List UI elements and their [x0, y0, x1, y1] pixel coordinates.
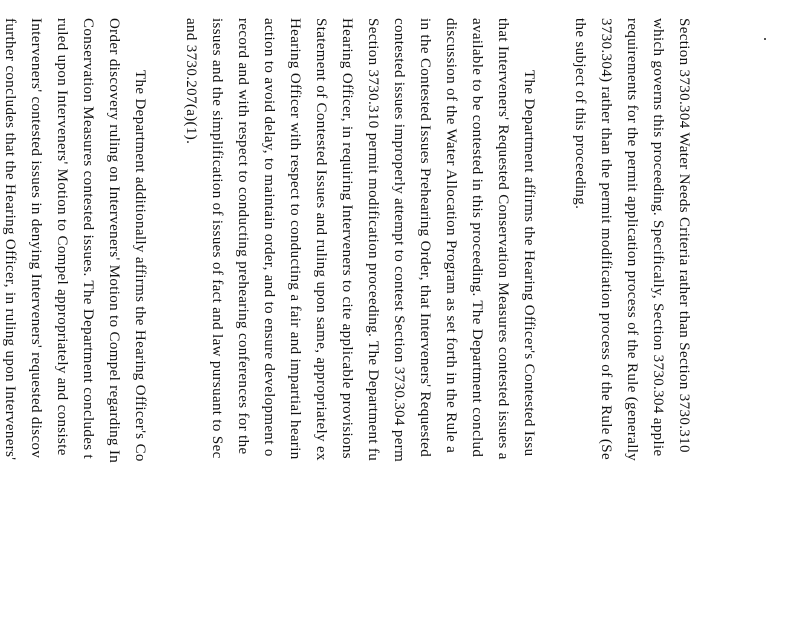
text-line: issues and the simplification of issues of fact and law pursuant to Sec [209, 18, 225, 459]
text-line: and 3730.207(a)(1). [183, 18, 199, 145]
text-line: action to avoid delay, to maintain order, and to ensure development o [261, 18, 277, 457]
text-line: in the Contested Issues Prehearing Order, that Interveners' Requested [417, 18, 433, 458]
text-line: which governs this proceeding. Specifically, Section 3730.304 applie [650, 18, 666, 457]
text-line: the subject of this proceeding. [572, 18, 588, 210]
text-line: that Interveners' Requested Conservation Measures contested issues a [495, 18, 511, 460]
scan-speck [764, 38, 766, 40]
text-line: Statement of Contested Issues and ruling upon same, appropriately ex [313, 18, 329, 461]
text-line: available to be contested in this proceeding. The Department conclud [469, 18, 485, 458]
text-line: Section 3730.310 permit modification proceeding. The Department fu [365, 18, 381, 462]
text-line: Hearing Officer with respect to conducting a fair and impartial hearin [287, 18, 303, 460]
text-line: Conservation Measures contested issues. The Department concludes t [80, 18, 96, 460]
text-line: contested issues improperly attempt to contest Section 3730.304 perm [391, 18, 407, 463]
text-line: The Department additionally affirms the Hearing Officer's Co [132, 70, 148, 462]
text-line: ruled upon Interveners' Motion to Compel appropriately and consiste [54, 18, 70, 456]
text-line: Section 3730.304 Water Needs Criteria rather than Section 3730.310 [676, 18, 692, 453]
text-line: Hearing Officer, in requiring Interveners to cite applicable provisions [339, 18, 355, 459]
text-line: Interveners' contested issues in denying Interveners' requested discov [28, 18, 44, 459]
text-line: record and with respect to conducting prehearing conferences for the [235, 18, 251, 455]
text-line: further concludes that the Hearing Officer, in ruling upon Interveners' [2, 18, 18, 461]
text-line: 3730.304) rather than the permit modification process of the Rule (Se [598, 18, 614, 460]
text-line: discussion of the Water Allocation Program as set forth in the Rule a [443, 18, 459, 454]
text-line: Order discovery ruling on Interveners' Motion to Compel regarding In [106, 18, 122, 464]
text-line: requirements for the permit application process of the Rule (generally [624, 18, 640, 462]
rotated-text-block [2, 18, 693, 618]
text-line: The Department affirms the Hearing Officer's Contested Issu [521, 70, 537, 457]
